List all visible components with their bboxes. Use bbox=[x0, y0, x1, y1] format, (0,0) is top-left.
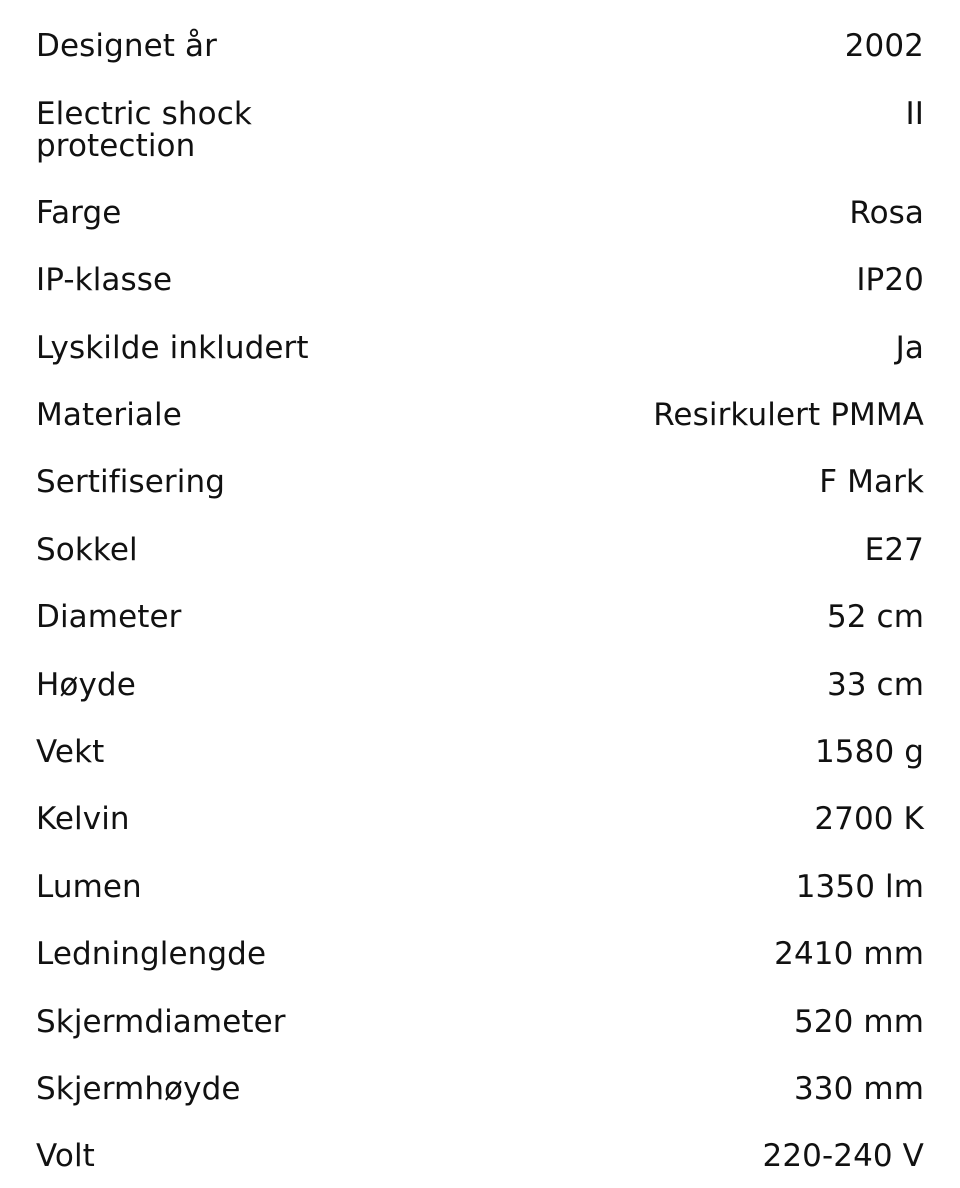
spec-row-kelvin bbox=[36, 803, 924, 835]
spec-label: Vekt bbox=[36, 734, 105, 770]
spec-value: IP20 bbox=[856, 262, 924, 298]
spec-value: 2410 mm bbox=[774, 936, 924, 972]
spec-label: IP-klasse bbox=[36, 262, 173, 298]
spec-value: 52 cm bbox=[826, 599, 924, 635]
spec-value: E27 bbox=[864, 532, 924, 568]
spec-label: Skjermdiameter bbox=[36, 1004, 286, 1040]
spec-value: Rosa bbox=[849, 195, 924, 231]
spec-label: Ledninglengde bbox=[36, 936, 267, 972]
spec-row-ip-klasse bbox=[36, 264, 924, 296]
spec-label: Designet år bbox=[36, 28, 217, 64]
spec-row-lumen bbox=[36, 871, 924, 903]
spec-label: Kelvin bbox=[36, 801, 130, 837]
spec-label: Materiale bbox=[36, 397, 182, 433]
spec-label: Lumen bbox=[36, 869, 142, 905]
spec-row-skjermdiameter bbox=[36, 1006, 924, 1038]
spec-label: Diameter bbox=[36, 599, 182, 635]
spec-row-farge bbox=[36, 197, 924, 229]
spec-value: F Mark bbox=[819, 464, 924, 500]
spec-label: Lyskilde inkludert bbox=[36, 330, 309, 366]
spec-row-ledninglengde bbox=[36, 938, 924, 970]
spec-row-materiale bbox=[36, 399, 924, 431]
spec-row-lyskilde-inkludert bbox=[36, 332, 924, 364]
spec-row-electric-shock-protection bbox=[36, 98, 924, 162]
spec-label: Electric shock protection bbox=[36, 96, 252, 164]
spec-value: 330 mm bbox=[793, 1071, 924, 1107]
spec-value: II bbox=[905, 96, 924, 132]
spec-row-sertifisering bbox=[36, 466, 924, 498]
spec-value: Ja bbox=[895, 330, 924, 366]
spec-row-volt bbox=[36, 1140, 924, 1172]
spec-row-hoyde bbox=[36, 669, 924, 701]
spec-value: 2002 bbox=[844, 28, 924, 64]
spec-label: Farge bbox=[36, 195, 122, 231]
spec-row-designet-ar bbox=[36, 30, 924, 62]
spec-value: 220-240 V bbox=[762, 1138, 924, 1174]
spec-label: Høyde bbox=[36, 667, 136, 703]
spec-row-vekt bbox=[36, 736, 924, 768]
spec-value: 520 mm bbox=[793, 1004, 924, 1040]
spec-label: Volt bbox=[36, 1138, 95, 1174]
spec-value: 1350 lm bbox=[795, 869, 924, 905]
spec-value: 2700 K bbox=[814, 801, 924, 837]
spec-row-sokkel bbox=[36, 534, 924, 566]
spec-value: Resirkulert PMMA bbox=[653, 397, 924, 433]
spec-value: 1580 g bbox=[814, 734, 924, 770]
spec-label: Sokkel bbox=[36, 532, 138, 568]
spec-row-skjermhoyde bbox=[36, 1073, 924, 1105]
spec-label: Sertifisering bbox=[36, 464, 225, 500]
spec-label: Skjermhøyde bbox=[36, 1071, 241, 1107]
spec-row-diameter bbox=[36, 601, 924, 633]
spec-value: 33 cm bbox=[826, 667, 924, 703]
